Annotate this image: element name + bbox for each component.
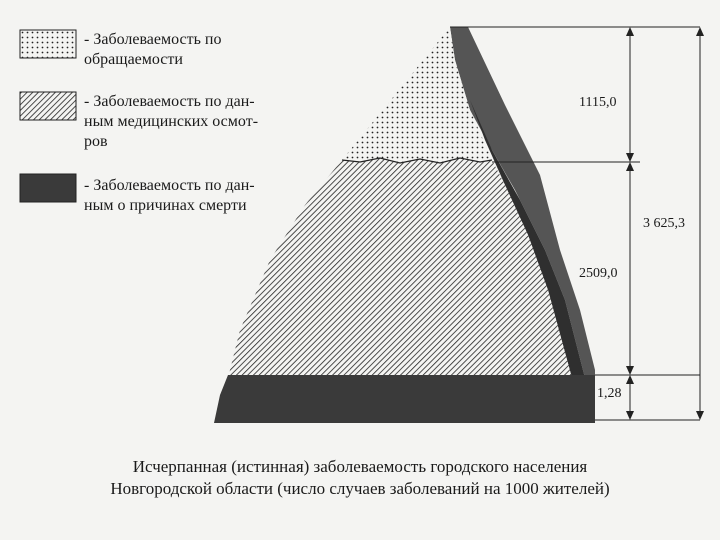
value-total: 3 625,3 bbox=[643, 216, 685, 231]
iceberg-segment-deaths bbox=[214, 375, 595, 423]
value-middle: 2509,0 bbox=[579, 266, 618, 281]
legend-label: ным медицинских осмот- bbox=[84, 113, 259, 130]
arrow-up-icon bbox=[696, 27, 704, 36]
arrow-up-icon bbox=[626, 375, 634, 384]
arrow-down-icon bbox=[626, 366, 634, 375]
arrow-down-icon bbox=[696, 411, 704, 420]
legend-swatch-hatch bbox=[20, 92, 76, 120]
legend-swatch-dark bbox=[20, 174, 76, 202]
arrow-down-icon bbox=[626, 153, 634, 162]
caption-line: Исчерпанная (истинная) заболеваемость городского населения bbox=[132, 457, 588, 476]
legend-swatch-dots bbox=[20, 30, 76, 58]
legend-label: - Заболеваемость по дан- bbox=[84, 177, 255, 194]
value-bottom: 1,28 bbox=[597, 386, 622, 401]
arrow-up-icon bbox=[626, 162, 634, 171]
arrow-down-icon bbox=[626, 411, 634, 420]
legend-item-appeals bbox=[84, 30, 221, 70]
figure-caption bbox=[0, 456, 720, 500]
legend-label: - Заболеваемость по дан- bbox=[84, 93, 255, 110]
legend-label: - Заболеваемость по bbox=[84, 31, 222, 48]
arrow-up-icon bbox=[626, 27, 634, 36]
legend-label: ров bbox=[84, 133, 108, 150]
caption-line: Новгородской области (число случаев заболеваний на 1000 жителей) bbox=[110, 479, 610, 498]
legend-item-exams bbox=[84, 92, 258, 152]
legend-label: обращаемости bbox=[84, 51, 183, 68]
legend-label: ным о причинах смерти bbox=[84, 197, 247, 214]
value-top: 1115,0 bbox=[579, 95, 617, 110]
legend-item-deaths bbox=[84, 176, 255, 216]
